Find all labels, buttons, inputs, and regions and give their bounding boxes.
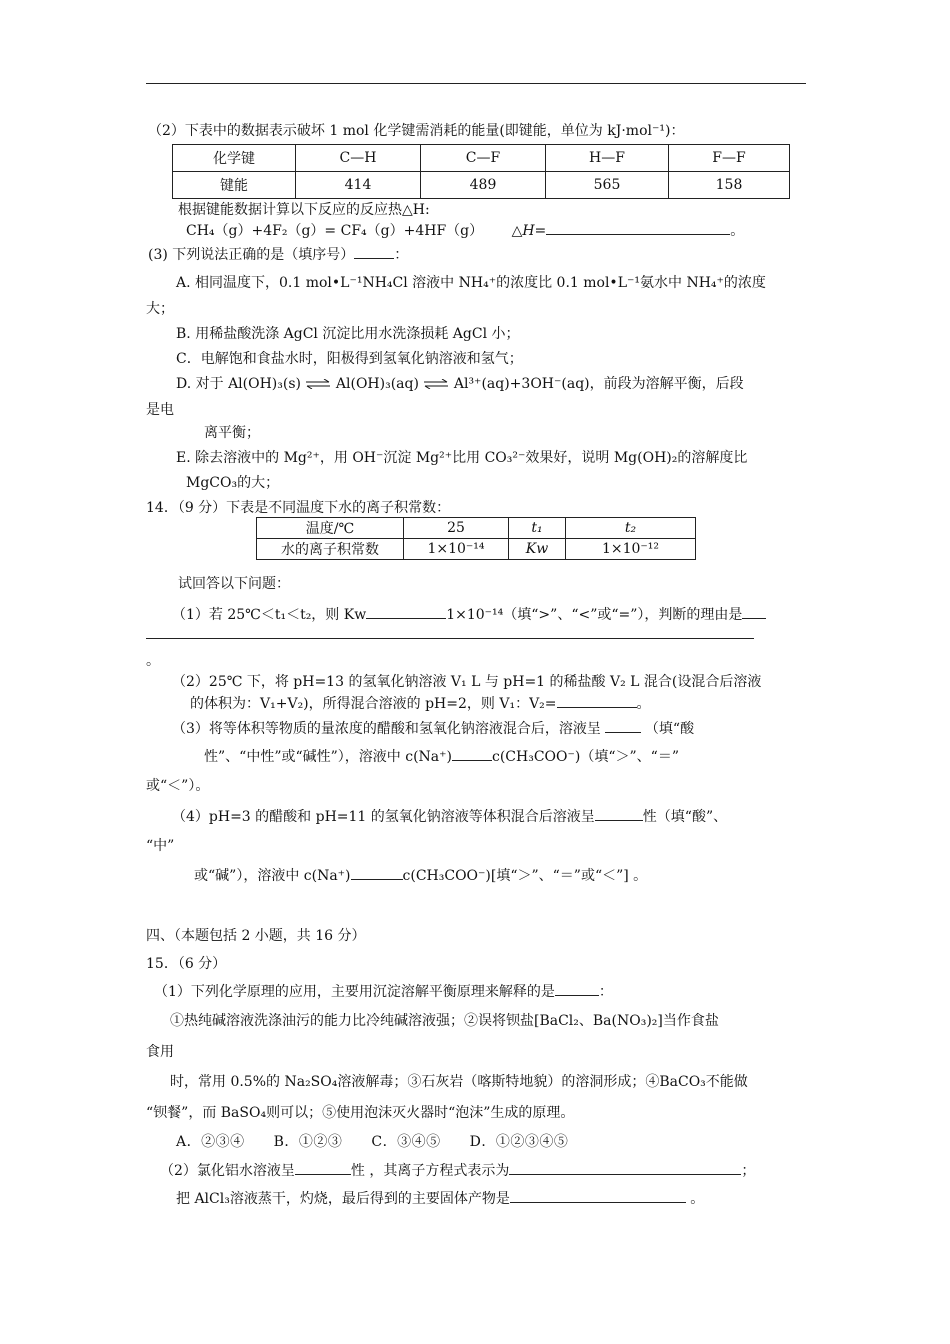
table-cell: 565 (546, 172, 669, 199)
answer-blank[interactable] (555, 983, 599, 996)
q15-p2-text: （2）氯化铝水溶液呈 (160, 1163, 295, 1179)
option-b: B. 用稀盐酸洗涤 AgCl 沉淀比用水洗涤损耗 AgCl 小； (176, 326, 520, 342)
table-header-cell: C—H (296, 145, 421, 172)
q15-line4: “钡餐”，而 BaSO₄则可以；⑤使用泡沫灭火器时“泡沫”生成的原理。 (146, 1105, 575, 1121)
answer-blank[interactable] (295, 1162, 351, 1175)
option-d-line2: 是电 (146, 402, 174, 418)
q15-p2-line1 (160, 1162, 755, 1180)
answer-blank[interactable] (742, 606, 766, 619)
q15-line3: 时，常用 0.5%的 Na₂SO₄溶液解毒；③石灰岩（喀斯特地貌）的溶洞形成；④BaCO₃不能做 (170, 1074, 748, 1090)
p4-text: （4）pH=3 的醋酸和 pH=11 的氢氧化钠溶液等体积混合后溶液呈 (172, 809, 595, 825)
option-c: C．电解饱和食盐水时，阳极得到氢氧化钠溶液和氢气； (176, 351, 523, 367)
option-a-line1: A. 相同温度下，0.1 mol•L⁻¹NH₄Cl 溶液中 NH₄⁺的浓度比 0.1 mol•L⁻¹氨水中 NH₄⁺的浓度 (176, 275, 766, 291)
table-cell: 键能 (173, 172, 296, 199)
answer-blank[interactable] (351, 867, 403, 880)
equation-text: CH₄（g）+4F₂（g）= CF₄（g）+4HF（g） (186, 223, 484, 239)
q14-p3-line2 (204, 748, 679, 766)
answer-blank[interactable] (366, 606, 446, 619)
q14-p3-line1 (172, 720, 694, 738)
q13-p2-intro: （2）下表中的数据表示破坏 1 mol 化学键需消耗的能量(即键能，单位为 kJ·mol⁻¹)： (148, 123, 685, 139)
q14-ask: 试回答以下问题： (178, 576, 290, 592)
reaction-equation: CH₄（g）+4F₂（g）= CF₄（g）+4HF（g） △H= 。 (186, 223, 745, 239)
header-rule (146, 83, 806, 84)
table-header-cell: t₂ (566, 518, 696, 539)
p4-text-c-end: c(CH₃COO⁻)[填“＞”、“＝”或“＜”] 。 (402, 868, 648, 884)
water-ion-product-table (256, 517, 696, 560)
q14-p2-line1: （2）25℃ 下，将 pH=13 的氢氧化钠溶液 V₁ L 与 pH=1 的稀盐酸 V₂ L 混合(设混合后溶液 (172, 674, 762, 690)
q14-p4-line3 (194, 867, 647, 885)
q15-p2-end: ； (741, 1163, 756, 1179)
p4-text-end: 性（填“酸”、 (642, 809, 728, 825)
q15-choices: A．②③④ B．①②③ C．③④⑤ D．①②③④⑤ (176, 1134, 569, 1150)
p3-text: （3）将等体积等物质的量浓度的醋酸和氢氧化钠溶液混合后，溶液呈 (172, 721, 601, 737)
table-header-cell: t₁ (509, 518, 566, 539)
answer-blank[interactable] (509, 1162, 741, 1175)
q15-p1-text: （1）下列化学原理的应用，主要用沉淀溶解平衡原理来解释的是 (154, 984, 555, 1000)
q15-p2b-end: 。 (690, 1191, 705, 1207)
equilibrium-arrow-icon (305, 379, 331, 389)
q15-line1: ①热纯碱溶液洗涤油污的能力比冷纯碱溶液强；②误将钡盐[BaCl₂、Ba(NO₃)₂]当作食盐 (170, 1013, 719, 1029)
p3-text-b: 性”、“中性”或“碱性”），溶液中 c(Na⁺) (204, 749, 452, 765)
option-d-part3: Al³⁺(aq)+3OH⁻(aq)，前段为溶解平衡，后段 (453, 376, 744, 392)
table-header-cell: 25 (404, 518, 509, 539)
q15-p2b-text: 把 AlCl₃溶液蒸干，灼烧，最后得到的主要固体产物是 (176, 1191, 510, 1207)
option-e-line1: E. 除去溶液中的 Mg²⁺，用 OH⁻沉淀 Mg²⁺比用 CO₃²⁻效果好，说明 Mg(OH)₂的溶解度比 (176, 450, 748, 466)
table-header-cell: 温度/℃ (257, 518, 404, 539)
table-cell: 1×10⁻¹⁴ (404, 539, 509, 560)
q14-p4-line2: “中” (146, 838, 175, 854)
p3-text-end: （填“酸 (644, 721, 695, 737)
p3-text-b-end: c(CH₃COO⁻)（填“＞”、“＝” (492, 749, 679, 765)
answer-blank[interactable] (595, 808, 643, 821)
q14-heading: 14．（9 分）下表是不同温度下水的离子积常数： (146, 500, 451, 516)
q15-p1 (154, 983, 613, 1001)
p4-text-c: 或“碱”），溶液中 c(Na⁺) (194, 868, 351, 884)
table-cell: 水的离子积常数 (257, 539, 404, 560)
q14-p2-line2 (190, 695, 651, 713)
table-cell: 414 (296, 172, 421, 199)
q14-p4-line1 (172, 808, 727, 826)
p3-intro-text: (3) 下列说法正确的是（填序号） (148, 247, 355, 263)
option-e-line2: MgCO₃的大； (186, 475, 280, 491)
p1-text-a: （1）若 25℃＜t₁＜t₂，则 Kw (172, 607, 367, 623)
p1-end: 。 (146, 653, 160, 669)
p2-text: 的体积为：V₁+V₂)，所得混合溶液的 pH=2，则 V₁：V₂= (190, 696, 557, 712)
option-d-part2: Al(OH)₃(aq) (335, 376, 419, 392)
table-cell: 1×10⁻¹² (566, 539, 696, 560)
calc-instruction: 根据键能数据计算以下反应的反应热△H: (178, 202, 430, 218)
q14-p1 (172, 606, 766, 624)
q15-p1-end: ： (598, 984, 613, 1000)
answer-blank[interactable] (354, 246, 394, 259)
equilibrium-arrow-icon (423, 379, 449, 389)
answer-line[interactable] (146, 638, 754, 639)
q15-p2-line2 (176, 1190, 704, 1208)
option-d-part1: D. 对于 Al(OH)₃(s) (176, 376, 301, 392)
table-header-cell: H—F (546, 145, 669, 172)
table-cell: 489 (421, 172, 546, 199)
option-d-line3: 离平衡； (204, 425, 260, 441)
answer-blank[interactable] (510, 1190, 686, 1203)
table-header-cell: C—F (421, 145, 546, 172)
p2-end: 。 (636, 696, 651, 712)
q13-p3-intro: (3) 下列说法正确的是（填序号） ： (148, 247, 409, 263)
option-d-line1 (176, 375, 744, 393)
table-cell: Kw (509, 539, 566, 560)
p1-text-b: 1×10⁻¹⁴（填“>”、“<”或“=”），判断的理由是 (446, 607, 743, 623)
table-cell: 158 (669, 172, 790, 199)
q15-line2: 食用 (146, 1044, 174, 1060)
q15-heading: 15．（6 分） (146, 956, 227, 972)
table-header-cell: F—F (669, 145, 790, 172)
answer-blank[interactable] (557, 695, 637, 708)
answer-blank[interactable] (452, 748, 492, 761)
q14-p3-line3: 或“＜”）。 (146, 778, 210, 794)
delta-h-label: △H= (511, 223, 547, 239)
q15-p2-mid: 性 ，其离子方程式表示为 (350, 1163, 510, 1179)
answer-blank[interactable] (546, 222, 730, 235)
table-header-cell: 化学键 (173, 145, 296, 172)
section-4-heading: 四、（本题包括 2 小题，共 16 分） (146, 928, 366, 944)
bond-energy-table (172, 144, 790, 199)
option-a-line2: 大； (146, 301, 174, 317)
answer-blank[interactable] (605, 720, 641, 733)
